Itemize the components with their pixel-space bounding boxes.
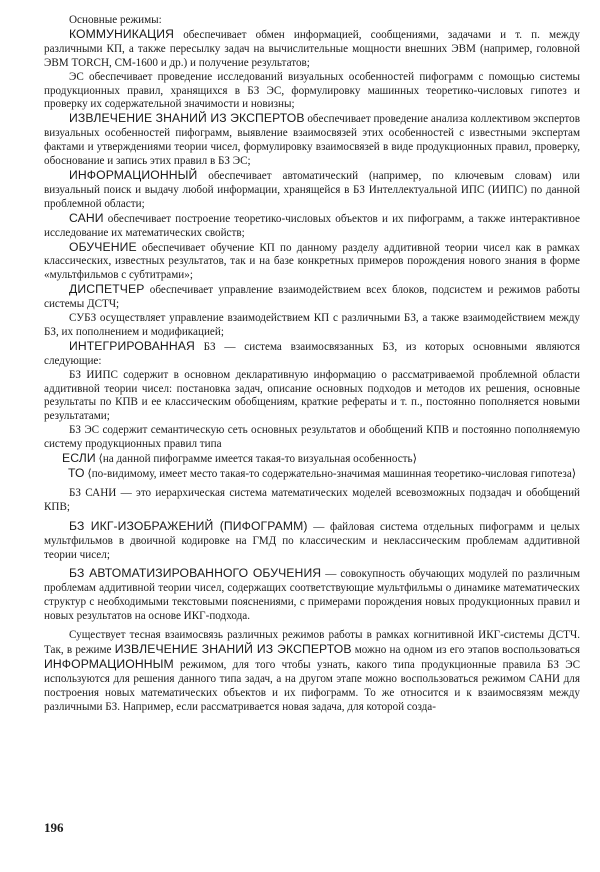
rule-keyword: ТО — [68, 466, 85, 480]
mode-name: ИНТЕГРИРОВАННАЯ — [69, 338, 195, 353]
rule-keyword: ЕСЛИ — [62, 451, 96, 466]
kb-text: — совокупность обучающих модулей по различным проблемам аддитивной теории чисел, содержащих соответствующие мультфильмы о динамике математических структур с необходимыми текстовыми пояснениями, с примерами порождения новых продукционных правил и новых результатов на основе ИКГ-подхода. — [44, 568, 580, 623]
mode-sani — [44, 212, 580, 241]
mode-name: КОММУНИКАЦИЯ — [69, 26, 175, 41]
intro-line: Основные режимы: — [69, 14, 162, 26]
mode-text: обеспечивает автоматический (например, по ключевым словам) или визуальный поиск и выдачу любой информации, хранящейся в БЗ Интеллектуальной ИПС (ИИПС) по данной проблемной области; — [44, 169, 580, 210]
closing-text: Существует тесная взаимосвязь различных режимов работы в рамках когнитивной ИКГ-системы ДСТЧ. Так, в режиме — [44, 629, 580, 656]
rule-then-line — [44, 467, 580, 482]
mode-text: СУБЗ осуществляет управление взаимодействием КП с различными БЗ, а также взаимодействием между БЗ, их пополнением и модификацией; — [44, 312, 580, 338]
mode-name: ИЗВЛЕЧЕНИЕ ЗНАНИЙ ИЗ ЭКСПЕРТОВ — [69, 111, 305, 126]
kb-name: БЗ САНИ — [69, 486, 117, 499]
mode-text: БЗ ЭС содержит семантическую сеть основных результатов и обобщений КПВ и постоянно пополняемую систему продукционных правил типа — [44, 424, 580, 451]
closing-text: режимом, для того чтобы узнать, какого типа продукционные правила БЗ ЭС используются для решения данного типа задач, а на другом этапе можно воспользоваться режимом САНИ для построения новых математических объектов и их пифограмм. То же относится и к взаимосвязям между различными БЗ. Например, если рассматривается новая задача, для которой созда- — [44, 658, 580, 713]
mode-knowledge-extraction — [44, 112, 580, 169]
mode-informational — [44, 169, 580, 212]
mode-text: ЭС обеспечивает проведение исследований визуальных особенностей пифограмм с помощью системы продукционных правил, хранящихся в БЗ ЭС, формулировку машинных теоретико-числовых гипотез и проверку их содержательной значимости и новизны; — [44, 70, 580, 111]
page-number: 196 — [44, 820, 64, 835]
mode-communication — [44, 28, 580, 71]
mode-name: ОБУЧЕНИЕ — [69, 239, 137, 254]
mode-kbms — [44, 312, 580, 340]
mode-name: САНИ — [69, 210, 104, 225]
rule-text: ⟨по-видимому, имеет место такая-то содержательно-значимая машинная теоретико-числовая гипотеза⟩ — [84, 468, 577, 480]
kb-text: — это иерархическая система математических моделей всевозможных подзадач и обобщений КПВ; — [44, 486, 580, 513]
mode-text: БЗ ИИПС содержит в основном декларативную информацию о рассматриваемой проблемной области аддитивной теории чисел: постановка задач, описание основных подходов и методов их решения, основные результаты по КПВ и ее классическим обобщениям, краткие рефераты и т. п., постоянно пополняется новыми результатами; — [44, 368, 580, 423]
rule-if-line — [44, 452, 580, 467]
kb-sani — [44, 487, 580, 515]
kb-training — [44, 567, 580, 624]
mode-integrated — [44, 340, 580, 369]
mode-name: ИНФОРМАЦИОННЫЙ — [69, 167, 198, 182]
mode-expert-system — [44, 71, 580, 113]
mode-training — [44, 241, 580, 284]
mode-text: БЗ — система взаимосвязанных БЗ, из которых основными являются следующие: — [44, 340, 580, 367]
kb-text: — файловая система отдельных пифограмм и целых мультфильмов в двоичной кодировке на ГМД по классическим и неклассическим проблемам аддитивной теории чисел; — [44, 520, 580, 561]
mode-name: ДИСПЕТЧЕР — [69, 282, 145, 297]
kb-es — [44, 424, 580, 452]
mode-text: обеспечивает обмен информацией, сообщениями, задачами и т. п. между различными КП, а также пересылку задач на вычислительные мощности внешних ЭВМ (например, головной ЭВМ TORCH, СМ-1600 и др.) и получение результатов; — [44, 28, 580, 69]
closing-paragraph — [44, 629, 580, 714]
kb-name: БЗ АВТОМАТИЗИРОВАННОГО ОБУЧЕНИЯ — [69, 566, 322, 581]
rule-text: ⟨на данной пифограмме имеется такая-то визуальная особенность⟩ — [95, 453, 417, 466]
kb-iips — [44, 369, 580, 425]
closing-mode-name: ИНФОРМАЦИОННЫМ — [44, 656, 174, 671]
closing-text: можно на одном из его этапов воспользоваться — [351, 643, 580, 656]
mode-text: обеспечивает построение теоретико-числовых объектов и их пифограмм, а также интерактивное исследование их математических свойств; — [44, 212, 580, 239]
mode-text: обеспечивает обучение КП по данному разделу аддитивной теории чисел как в рамках классических, известных результатов, так и на базе конкретных примеров порождения нового знания в форме «мультфильмов с субтитрами»; — [44, 241, 580, 282]
mode-text: обеспечивает управление взаимодействием всех блоков, подсистем и режимов работы системы ДСТЧ; — [44, 284, 580, 311]
mode-dispatcher — [44, 283, 580, 312]
closing-mode-name: ИЗВЛЕЧЕНИЕ ЗНАНИЙ ИЗ ЭКСПЕРТОВ — [114, 641, 352, 656]
kb-images — [44, 520, 580, 563]
kb-name: БЗ ИКГ-ИЗОБРАЖЕНИЙ (ПИФОГРАММ) — [69, 518, 308, 533]
mode-text: обеспечивает проведение анализа коллективом экспертов визуальных особенностей пифограмм, выявление взаимосвязей этих особенностей с известными экспертам фактами и утверждениями теории чисел, формулировку взаимосвязей в виде продукционных правил, проверку, обоснование и запись этих правил в БЗ ЭС; — [44, 113, 580, 168]
